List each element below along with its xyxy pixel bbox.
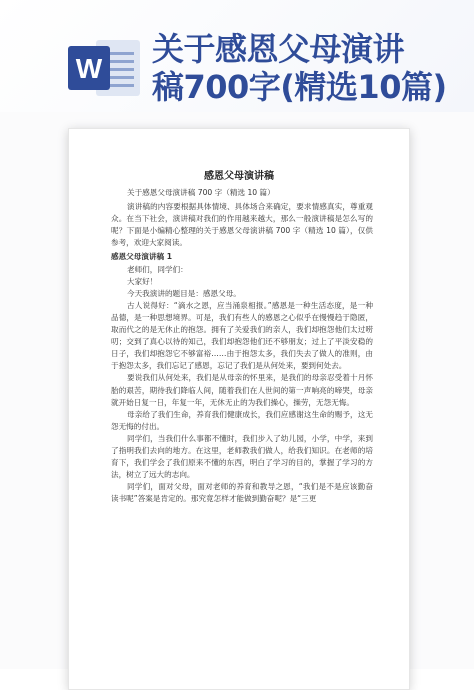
paragraph: 今天我演讲的题目是：感恩父母。	[127, 288, 241, 298]
paragraph: 大家好！	[127, 276, 158, 286]
word-document-icon	[68, 38, 142, 98]
paragraph: 母亲给了我们生命，养育我们健康成长，我们应感谢这生命的赐予，这无怨无悔的付出。	[111, 409, 373, 431]
paragraph: 古人说得好：“滴水之恩，应当涌泉相报。”感恩是一种生活态度，是一种品德，是一种思想境界。可是，我们有些人的感恩之心似乎在慢慢趋于隐匿，取而代之的是无休止的抱怨。拥有了关爱我们的亲人，我们却抱怨他们太过唠叨；交到了真心以待的知己，我们却抱怨他们还不够朋友；过上了平淡安稳的日子，我们却抱怨它不够富裕……由于抱怨太多，我们失去了做人的准则，由于抱怨太多，我们忘记了感恩，忘记了我们是从何处来，要到何处去。	[111, 300, 373, 371]
title-line-1: 关于感恩父母演讲	[152, 30, 405, 68]
section-heading: 感恩父母演讲稿 1	[111, 252, 173, 262]
document-title: 感恩父母演讲稿	[204, 171, 274, 182]
paragraph: 同学们，当我们什么事都不懂时，我们步入了幼儿园，小学，中学，来到了指明我们去向的地方。在这里，老师教我们做人，给我们知识。在老师的培育下，我们学会了我们原来不懂的东西，明白了学习的目的，掌握了学习的方法，树立了远大的志向。	[111, 433, 373, 480]
svg-text:W: W	[75, 53, 103, 84]
document-body	[111, 187, 373, 505]
header-banner	[0, 0, 474, 112]
title-line-2: 稿700字(精选10篇)	[152, 68, 447, 106]
paragraph: 演讲稿的内容要根据具体情境、具体场合来确定，要求情感真实，尊重观众。在当下社会，演讲稿对我们的作用越来越大，那么一般演讲稿是怎么写的呢？下面是小编精心整理的关于感恩父母演讲稿 700 字（精选 10 篇），仅供参考，欢迎大家阅读。	[111, 202, 373, 248]
document-page	[68, 128, 410, 690]
paragraph: 老师们，同学们：	[127, 264, 188, 274]
paragraph: 要说我们从何处来，我们是从母亲的怀里来，是我们的母亲忍受着十月怀胎的艰苦，期待我们降临人间，随着我们在人世间的第一声响亮的啼哭，母亲就开始日复一日，年复一年，无休无止的为我们操心，操劳，无怨无悔。	[111, 373, 373, 407]
paragraph: 同学们，面对父母，面对老师的养育和教导之恩，“我们是不是应该勤奋读书呢”答案是肯定的。那究竟怎样才能做到勤奋呢？是“三更	[111, 482, 373, 504]
page-title	[152, 30, 472, 106]
paragraph: 关于感恩父母演讲稿 700 字（精选 10 篇）	[127, 188, 275, 197]
